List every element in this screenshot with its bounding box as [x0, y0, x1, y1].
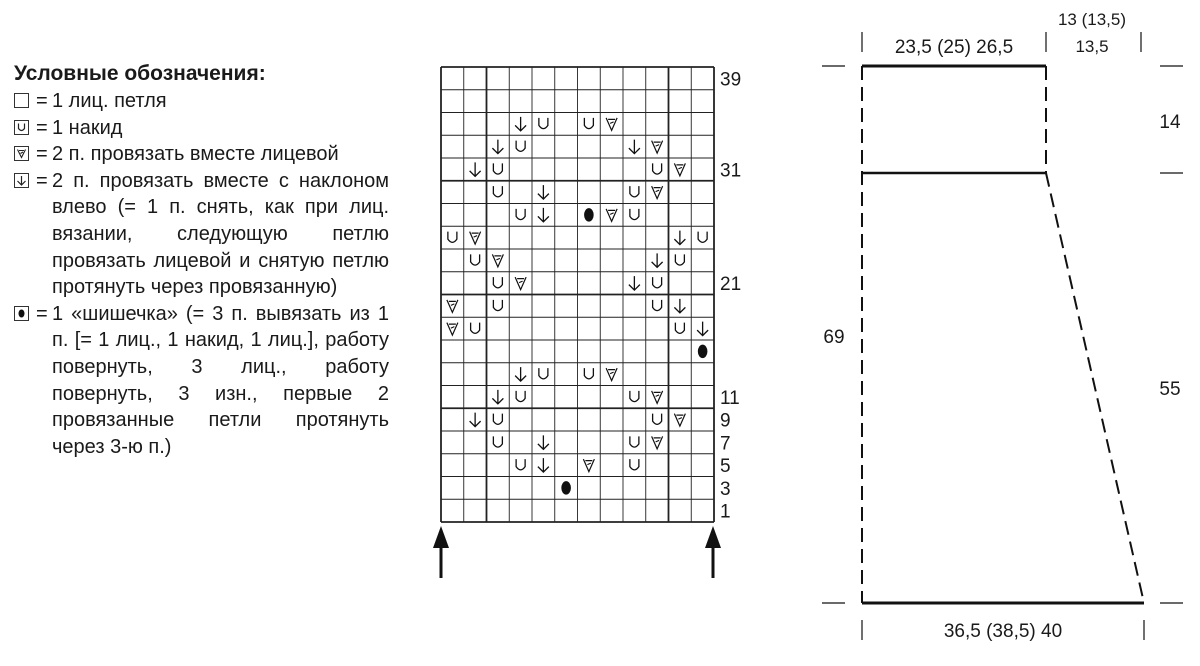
legend-eq: = — [36, 143, 48, 166]
k2tog-icon — [515, 277, 526, 290]
knit-chart-row-labels — [720, 69, 741, 522]
bobble-icon — [698, 345, 708, 359]
k2tog-left-icon — [515, 367, 526, 381]
yarn-over-icon — [653, 414, 662, 425]
k2tog-icon — [606, 118, 617, 131]
yarn-over-icon — [675, 254, 684, 265]
legend-text-yarn-over: 1 накид — [52, 116, 123, 139]
yarn-over-icon — [493, 414, 502, 425]
k2tog-left-icon — [470, 162, 481, 176]
k2tog-icon — [606, 209, 617, 222]
yarn-over-icon — [493, 163, 502, 174]
k2tog-left-icon — [629, 140, 640, 154]
k2tog-icon — [652, 436, 663, 449]
legend-eq: = — [36, 302, 48, 325]
yarn-over-icon — [539, 368, 548, 379]
yarn-over-icon — [493, 186, 502, 197]
k2tog-icon — [652, 391, 663, 404]
yoke-height-label: 14 — [1159, 112, 1181, 133]
yarn-over-icon — [675, 254, 684, 265]
k2tog-left-icon — [470, 413, 481, 427]
yarn-over-icon — [630, 436, 639, 447]
k2tog-left-icon — [492, 390, 503, 404]
k2tog-left-icon — [515, 367, 526, 381]
yarn-over-icon — [471, 323, 480, 334]
k2tog-icon — [652, 391, 663, 404]
body-height-label: 55 — [1159, 379, 1181, 400]
yarn-over-icon — [653, 163, 662, 174]
legend-text-k2tog-left: 2 п. провязать вместе с наклоном влево (= 1 п. снять, как при лиц. вязании, следующую петлю провязать лицевой и снятую петлю протянуть через провязанную) — [52, 169, 389, 299]
yarn-over-icon — [471, 323, 480, 334]
k2tog-icon — [583, 459, 594, 472]
yarn-over-icon — [539, 118, 548, 129]
legend-text-bobble: 1 «шишечка» (= 3 п. вывязать из 1 п. [= 1 лиц., 1 накид, 1 лиц.], работу повернуть, 3 лиц., работу повернуть, 3 изн., первые 2 провязанные петли протянуть через 3-ю п.) — [52, 302, 389, 458]
row-label: 5 — [720, 456, 731, 478]
k2tog-left-icon — [697, 322, 708, 336]
k2tog-icon — [652, 436, 663, 449]
k2tog-icon — [652, 186, 663, 199]
k2tog-icon — [674, 163, 685, 176]
garment-schematic — [822, 32, 1183, 640]
k2tog-left-icon — [492, 140, 503, 154]
yarn-over-icon — [653, 277, 662, 288]
yarn-over-icon — [516, 141, 525, 152]
bobble-icon — [584, 208, 594, 222]
yarn-over-icon — [630, 209, 639, 220]
yarn-over-icon — [675, 323, 684, 334]
k2tog-left-icon — [652, 253, 663, 267]
yarn-over-icon — [493, 163, 502, 174]
k2tog-icon — [447, 300, 458, 313]
yarn-over-icon — [630, 436, 639, 447]
bobble-icon — [698, 345, 708, 359]
yarn-over-icon — [653, 300, 662, 311]
legend-text-knit: 1 лиц. петля — [52, 90, 167, 112]
k2tog-left-icon — [538, 208, 549, 222]
k2tog-icon — [492, 254, 503, 267]
legend-eq: = — [36, 169, 48, 192]
yarn-over-icon — [539, 368, 548, 379]
yarn-over-icon — [516, 209, 525, 220]
k2tog-left-icon — [538, 435, 549, 449]
k2tog-icon — [652, 141, 663, 154]
yarn-over-icon — [653, 163, 662, 174]
k2tog-icon — [606, 118, 617, 131]
yarn-over-icon — [630, 391, 639, 402]
bobble-icon — [561, 481, 571, 495]
yarn-over-icon — [630, 209, 639, 220]
schematic-side-edge — [1046, 173, 1144, 603]
yarn-over-icon — [516, 459, 525, 470]
yarn-over-icon — [630, 459, 639, 470]
k2tog-icon — [674, 163, 685, 176]
yarn-over-icon — [448, 232, 457, 243]
k2tog-icon — [606, 209, 617, 222]
yarn-over-icon — [698, 232, 707, 243]
row-label: 11 — [720, 387, 740, 409]
row-label: 1 — [720, 501, 731, 523]
k2tog-icon — [470, 232, 481, 245]
k2tog-left-icon — [674, 231, 685, 245]
yarn-over-icon — [471, 254, 480, 265]
row-label: 39 — [720, 69, 742, 91]
yarn-over-icon — [584, 118, 593, 129]
yarn-over-icon — [471, 254, 480, 265]
yarn-over-icon — [630, 186, 639, 197]
legend-title: Условные обозначения: — [14, 62, 266, 85]
yarn-over-icon — [653, 300, 662, 311]
yarn-over-icon — [516, 391, 525, 402]
legend-eq: = — [36, 116, 48, 139]
yarn-over-icon — [516, 141, 525, 152]
bobble-icon — [584, 208, 594, 222]
legend-text-k2tog: 2 п. провязать вместе лицевой — [52, 143, 339, 166]
yarn-over-icon — [516, 209, 525, 220]
legend-eq: = — [36, 90, 48, 112]
repeat-arrow-left — [433, 526, 449, 578]
yarn-over-icon — [493, 277, 502, 288]
k2tog-left-icon — [538, 458, 549, 472]
yarn-over-icon — [630, 186, 639, 197]
yarn-over-icon — [698, 232, 707, 243]
k2tog-icon — [447, 300, 458, 313]
yarn-over-icon — [630, 391, 639, 402]
shoulder-label-line2: 13,5 — [1075, 37, 1109, 56]
k2tog-icon — [515, 277, 526, 290]
top-width-label: 23,5 (25) 26,5 — [894, 37, 1014, 58]
yarn-over-icon — [493, 186, 502, 197]
yarn-over-icon — [584, 118, 593, 129]
k2tog-icon — [447, 323, 458, 336]
k2tog-left-icon — [674, 299, 685, 313]
yarn-over-icon — [493, 277, 502, 288]
k2tog-icon — [652, 141, 663, 154]
k2tog-left-icon — [674, 299, 685, 313]
k2tog-icon — [652, 186, 663, 199]
yarn-over-icon — [493, 414, 502, 425]
row-label: 7 — [720, 433, 731, 455]
k2tog-icon — [606, 368, 617, 381]
k2tog-left-icon — [538, 208, 549, 222]
k2tog-left-icon — [515, 117, 526, 131]
k2tog-left-icon — [492, 140, 503, 154]
k2tog-icon — [583, 459, 594, 472]
k2tog-left-icon — [538, 435, 549, 449]
knit-chart-grid — [441, 67, 714, 522]
row-label: 21 — [720, 274, 742, 296]
k2tog-left-icon — [492, 390, 503, 404]
yarn-over-icon — [584, 368, 593, 379]
k2tog-left-icon — [629, 276, 640, 290]
bobble-icon — [561, 481, 571, 495]
repeat-arrow-right — [705, 526, 721, 578]
yarn-over-icon — [675, 323, 684, 334]
yarn-over-icon — [493, 436, 502, 447]
k2tog-icon — [606, 368, 617, 381]
row-label: 31 — [720, 160, 742, 182]
k2tog-icon — [470, 232, 481, 245]
k2tog-left-icon — [629, 140, 640, 154]
yarn-over-icon — [653, 414, 662, 425]
yarn-over-icon — [516, 391, 525, 402]
yarn-over-icon — [653, 277, 662, 288]
k2tog-left-icon — [652, 253, 663, 267]
k2tog-left-icon — [538, 185, 549, 199]
shoulder-label-line1: 13 (13,5) — [1057, 10, 1127, 29]
k2tog-left-icon — [470, 413, 481, 427]
k2tog-icon — [447, 323, 458, 336]
yarn-over-icon — [584, 368, 593, 379]
yarn-over-icon — [493, 436, 502, 447]
row-label: 3 — [720, 478, 731, 500]
k2tog-icon — [674, 414, 685, 427]
k2tog-left-icon — [538, 185, 549, 199]
k2tog-left-icon — [629, 276, 640, 290]
yarn-over-icon — [448, 232, 457, 243]
yarn-over-icon — [539, 118, 548, 129]
yarn-over-icon — [516, 459, 525, 470]
bottom-width-label: 36,5 (38,5) 40 — [943, 621, 1063, 642]
row-label: 9 — [720, 410, 731, 432]
k2tog-left-icon — [515, 117, 526, 131]
k2tog-icon — [492, 254, 503, 267]
k2tog-left-icon — [697, 322, 708, 336]
k2tog-left-icon — [538, 458, 549, 472]
yarn-over-icon — [630, 459, 639, 470]
yarn-over-icon — [493, 300, 502, 311]
k2tog-left-icon — [674, 231, 685, 245]
k2tog-left-icon — [470, 162, 481, 176]
yarn-over-icon — [493, 300, 502, 311]
total-height-label: 69 — [823, 327, 845, 348]
k2tog-icon — [674, 414, 685, 427]
